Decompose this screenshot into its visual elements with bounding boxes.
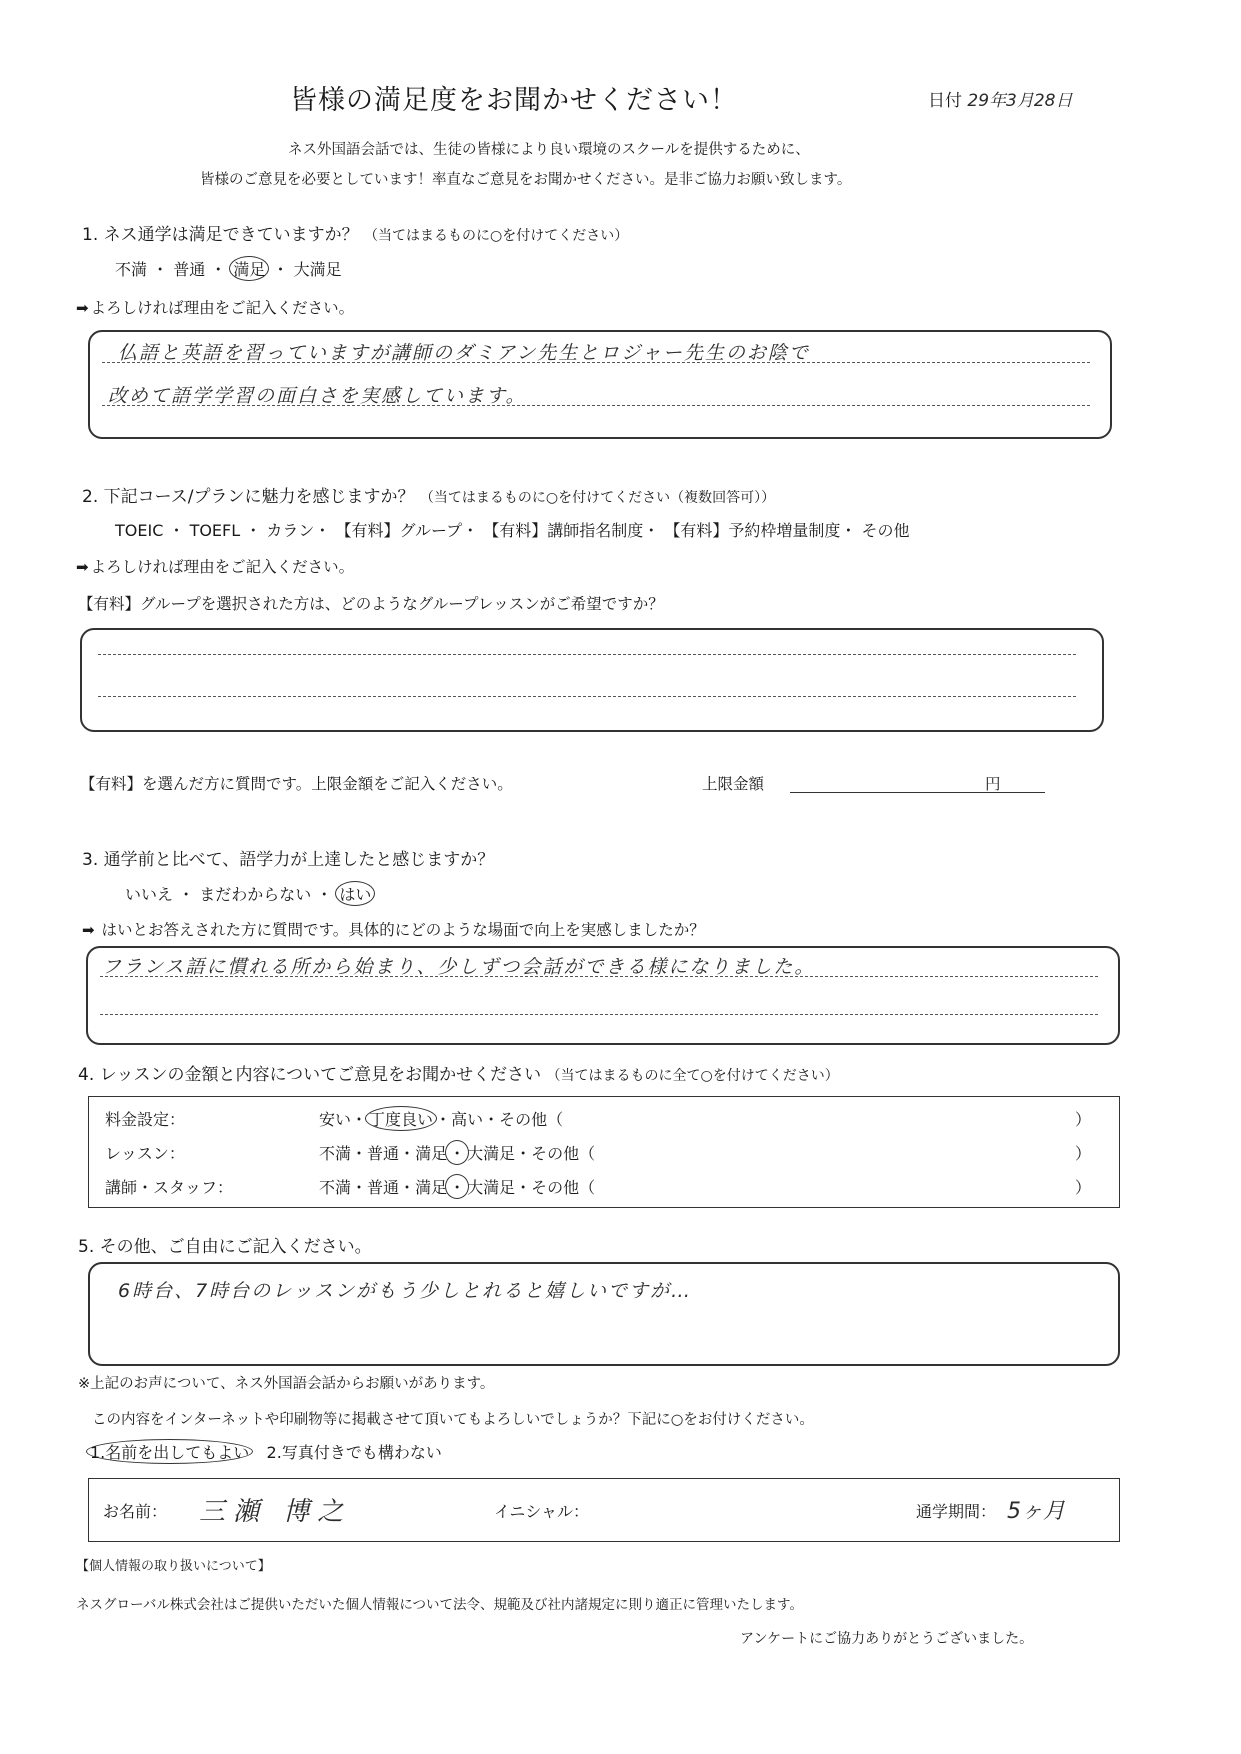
q3-answer-box[interactable] xyxy=(86,946,1120,1045)
q4-lesson-other[interactable]: その他（ xyxy=(531,1144,596,1163)
q3-answer-line-1: フランス語に慣れる所から始まり、少しずつ会話ができる様になりました。 xyxy=(102,956,816,978)
name-value[interactable]: 三瀬 博之 xyxy=(199,1497,352,1527)
thanks-text: アンケートにご協力ありがとうございました。 xyxy=(740,1631,1034,1647)
close-paren: ） xyxy=(1074,1110,1091,1129)
q2-group-prompt: 【有料】グループを選択された方は、どのようなグループレッスンがご希望ですか？ xyxy=(78,595,664,613)
q2-option-other[interactable]: その他 xyxy=(861,521,910,540)
q1-options: 不満 ・ 普通 ・ 満足 ・ 大満足 xyxy=(115,257,342,280)
q4-question xyxy=(78,1060,839,1085)
q2-group-answer-box[interactable] xyxy=(80,628,1104,732)
q3-options: いいえ ・ まだわからない ・ はい xyxy=(125,882,373,905)
q1-answer-line-2: 改めて語学学習の面白さを実感しています。 xyxy=(108,385,527,407)
q5-question: 5. その他、ご自由にご記入ください。 xyxy=(78,1237,372,1257)
q5-answer-line-1: 6時台、7時台のレッスンがもう少しとれると嬉しいですが… xyxy=(118,1280,692,1302)
q4-price-cheap[interactable]: 安い xyxy=(319,1110,352,1129)
q4-staff-dissatisfied[interactable]: 不満 xyxy=(319,1178,352,1197)
q4-row-lesson-label: レッスン： xyxy=(105,1144,185,1163)
q1-option-average[interactable]: 普通 xyxy=(173,260,206,279)
q2-option-toefl[interactable]: TOEFL xyxy=(189,521,241,540)
q4-lesson-selected-mark[interactable]: ・ xyxy=(445,1140,469,1165)
q2-note: （当てはまるものに○を付けてください（複数回答可）） xyxy=(419,490,776,506)
q1-question xyxy=(82,220,628,245)
q4-staff-average[interactable]: 普通 xyxy=(367,1178,400,1197)
date-value[interactable]: 29年3月28日 xyxy=(967,91,1073,111)
info-box xyxy=(88,1478,1120,1542)
q3-followup-prompt-text: はいとお答えされた方に質問です。具体的にどのような場面で向上を実感しましたか？ xyxy=(101,921,705,939)
intro-line-1: ネス外国語会話では、生徒の皆様により良い環境のスクールを提供するために、 xyxy=(288,142,810,158)
q2-reason-prompt xyxy=(76,555,354,577)
period-value[interactable]: 5ヶ月 xyxy=(1007,1499,1065,1524)
q1-answer-line-1: 仏語と英語を習っていますが講師のダミアン先生とロジャー先生のお陰で xyxy=(118,342,810,364)
q2-option-paid-group[interactable]: 【有料】グループ xyxy=(335,521,463,540)
consent-options xyxy=(88,1440,442,1463)
q4-price-other[interactable]: その他（ xyxy=(499,1110,564,1129)
q4-staff-other[interactable]: その他（ xyxy=(531,1178,596,1197)
q1-option-satisfied-selected[interactable]: 満足 xyxy=(229,256,269,281)
q1-option-dissatisfied[interactable]: 不満 xyxy=(115,260,148,279)
arrow-right-icon: ➡ xyxy=(76,558,89,576)
q4-question-text: 4. レッスンの金額と内容についてご意見をお聞かせください xyxy=(78,1065,542,1085)
name-label: お名前： xyxy=(103,1502,168,1521)
q2-limit-unit: 円 xyxy=(985,775,1001,793)
period-label: 通学期間： xyxy=(916,1502,997,1521)
q4-row-price-label: 料金設定： xyxy=(105,1110,186,1129)
q3-question: 3. 通学前と比べて、語学力が上達したと感じますか？ xyxy=(82,850,495,870)
initial-label: イニシャル： xyxy=(494,1502,590,1521)
q4-price-just-right-selected[interactable]: 丁度良い xyxy=(365,1106,437,1131)
q2-option-toeic[interactable]: TOEIC xyxy=(115,521,164,540)
q4-row-price-options: 安い・ 丁度良い ・高い・その他（ xyxy=(319,1107,563,1130)
q1-answer-box[interactable] xyxy=(88,330,1112,439)
q3-followup-prompt xyxy=(82,918,705,940)
consent-option-name-ok-selected[interactable]: 1.名前を出してもよい xyxy=(86,1439,253,1464)
consent-question: この内容をインターネットや印刷物等に掲載させて頂いてもよろしいでしょうか？下記に○をお付けください。 xyxy=(92,1412,814,1428)
privacy-text: ネスグローバル株式会社はご提供いただいた個人情報について法令、規範及び社内諸規定に則り適正に管理いたします。 xyxy=(76,1597,803,1613)
q1-option-very-satisfied[interactable]: 大満足 xyxy=(293,260,342,279)
q4-staff-satisfied[interactable]: 満足 xyxy=(415,1178,448,1197)
q4-lesson-satisfied[interactable]: 満足 xyxy=(415,1144,448,1163)
q1-reason-prompt xyxy=(76,296,354,318)
q2-limit-label: 上限金額 xyxy=(702,775,765,793)
q2-limit-prompt: 【有料】を選んだ方に質問です。上限金額をご記入ください。 xyxy=(80,775,513,793)
consent-option-photo-ok[interactable]: 2.写真付きでも構わない xyxy=(266,1443,442,1462)
q2-limit-input[interactable] xyxy=(790,792,1045,793)
q4-row-staff-label: 講師・スタッフ： xyxy=(105,1178,234,1197)
close-paren: ） xyxy=(1074,1178,1091,1197)
consent-notice: ※上記のお声について、ネス外国語会話からお願いがあります。 xyxy=(78,1376,495,1392)
q3-option-no[interactable]: いいえ xyxy=(125,885,174,904)
q1-question-text: 1. ネス通学は満足できていますか？ xyxy=(82,225,359,245)
date-label: 日付 xyxy=(928,91,962,111)
q1-note: （当てはまるものに○を付けてください） xyxy=(364,228,629,244)
answer-line xyxy=(98,696,1076,697)
close-paren: ） xyxy=(1074,1144,1091,1163)
privacy-heading: 【個人情報の取り扱いについて】 xyxy=(76,1559,271,1574)
arrow-right-icon: ➡ xyxy=(76,299,89,317)
q4-row-lesson-options: 不満・普通・満足 ・ 大満足・その他（ xyxy=(319,1141,595,1164)
q4-row-staff-options: 不満・普通・満足 ・ 大満足・その他（ xyxy=(319,1175,595,1198)
q2-option-callan[interactable]: カラン xyxy=(266,521,315,540)
q4-lesson-average[interactable]: 普通 xyxy=(367,1144,400,1163)
q2-option-paid-teacher-nomination[interactable]: 【有料】講師指名制度 xyxy=(483,521,644,540)
answer-line xyxy=(98,654,1076,655)
q1-reason-prompt-text: よろしければ理由をご記入ください。 xyxy=(90,299,355,317)
q2-question-text: 2. 下記コース/プランに魅力を感じますか？ xyxy=(82,487,415,507)
q4-staff-very-satisfied[interactable]: 大満足 xyxy=(467,1178,516,1197)
q2-question xyxy=(82,482,775,507)
q4-note: （当てはまるものに全て○を付けてください） xyxy=(546,1068,839,1084)
q2-options: TOEIC ・ TOEFL ・ カラン・ 【有料】グループ・ 【有料】講師指名制度・ 【有料】予約枠増量制度・ その他 xyxy=(115,521,910,540)
date-field xyxy=(928,86,1073,111)
answer-line xyxy=(100,1014,1098,1015)
q4-lesson-very-satisfied[interactable]: 大満足 xyxy=(467,1144,516,1163)
q2-option-paid-booking-increase[interactable]: 【有料】予約枠増量制度 xyxy=(664,521,841,540)
q3-option-yes-selected[interactable]: はい xyxy=(335,881,375,906)
q4-staff-selected-mark[interactable]: ・ xyxy=(445,1174,469,1199)
q3-option-not-sure[interactable]: まだわからない xyxy=(199,885,312,904)
q2-reason-prompt-text: よろしければ理由をご記入ください。 xyxy=(90,558,355,576)
q4-rating-table xyxy=(88,1096,1120,1208)
q5-answer-box[interactable] xyxy=(88,1262,1120,1366)
q4-price-expensive[interactable]: 高い xyxy=(451,1110,484,1129)
q4-lesson-dissatisfied[interactable]: 不満 xyxy=(319,1144,352,1163)
arrow-right-icon: ➡ xyxy=(82,921,95,939)
page-title: 皆様の満足度をお聞かせください！ xyxy=(290,85,738,116)
intro-line-2: 皆様のご意見を必要としています！率直なご意見をお聞かせください。是非ご協力お願い致します。 xyxy=(200,172,852,188)
